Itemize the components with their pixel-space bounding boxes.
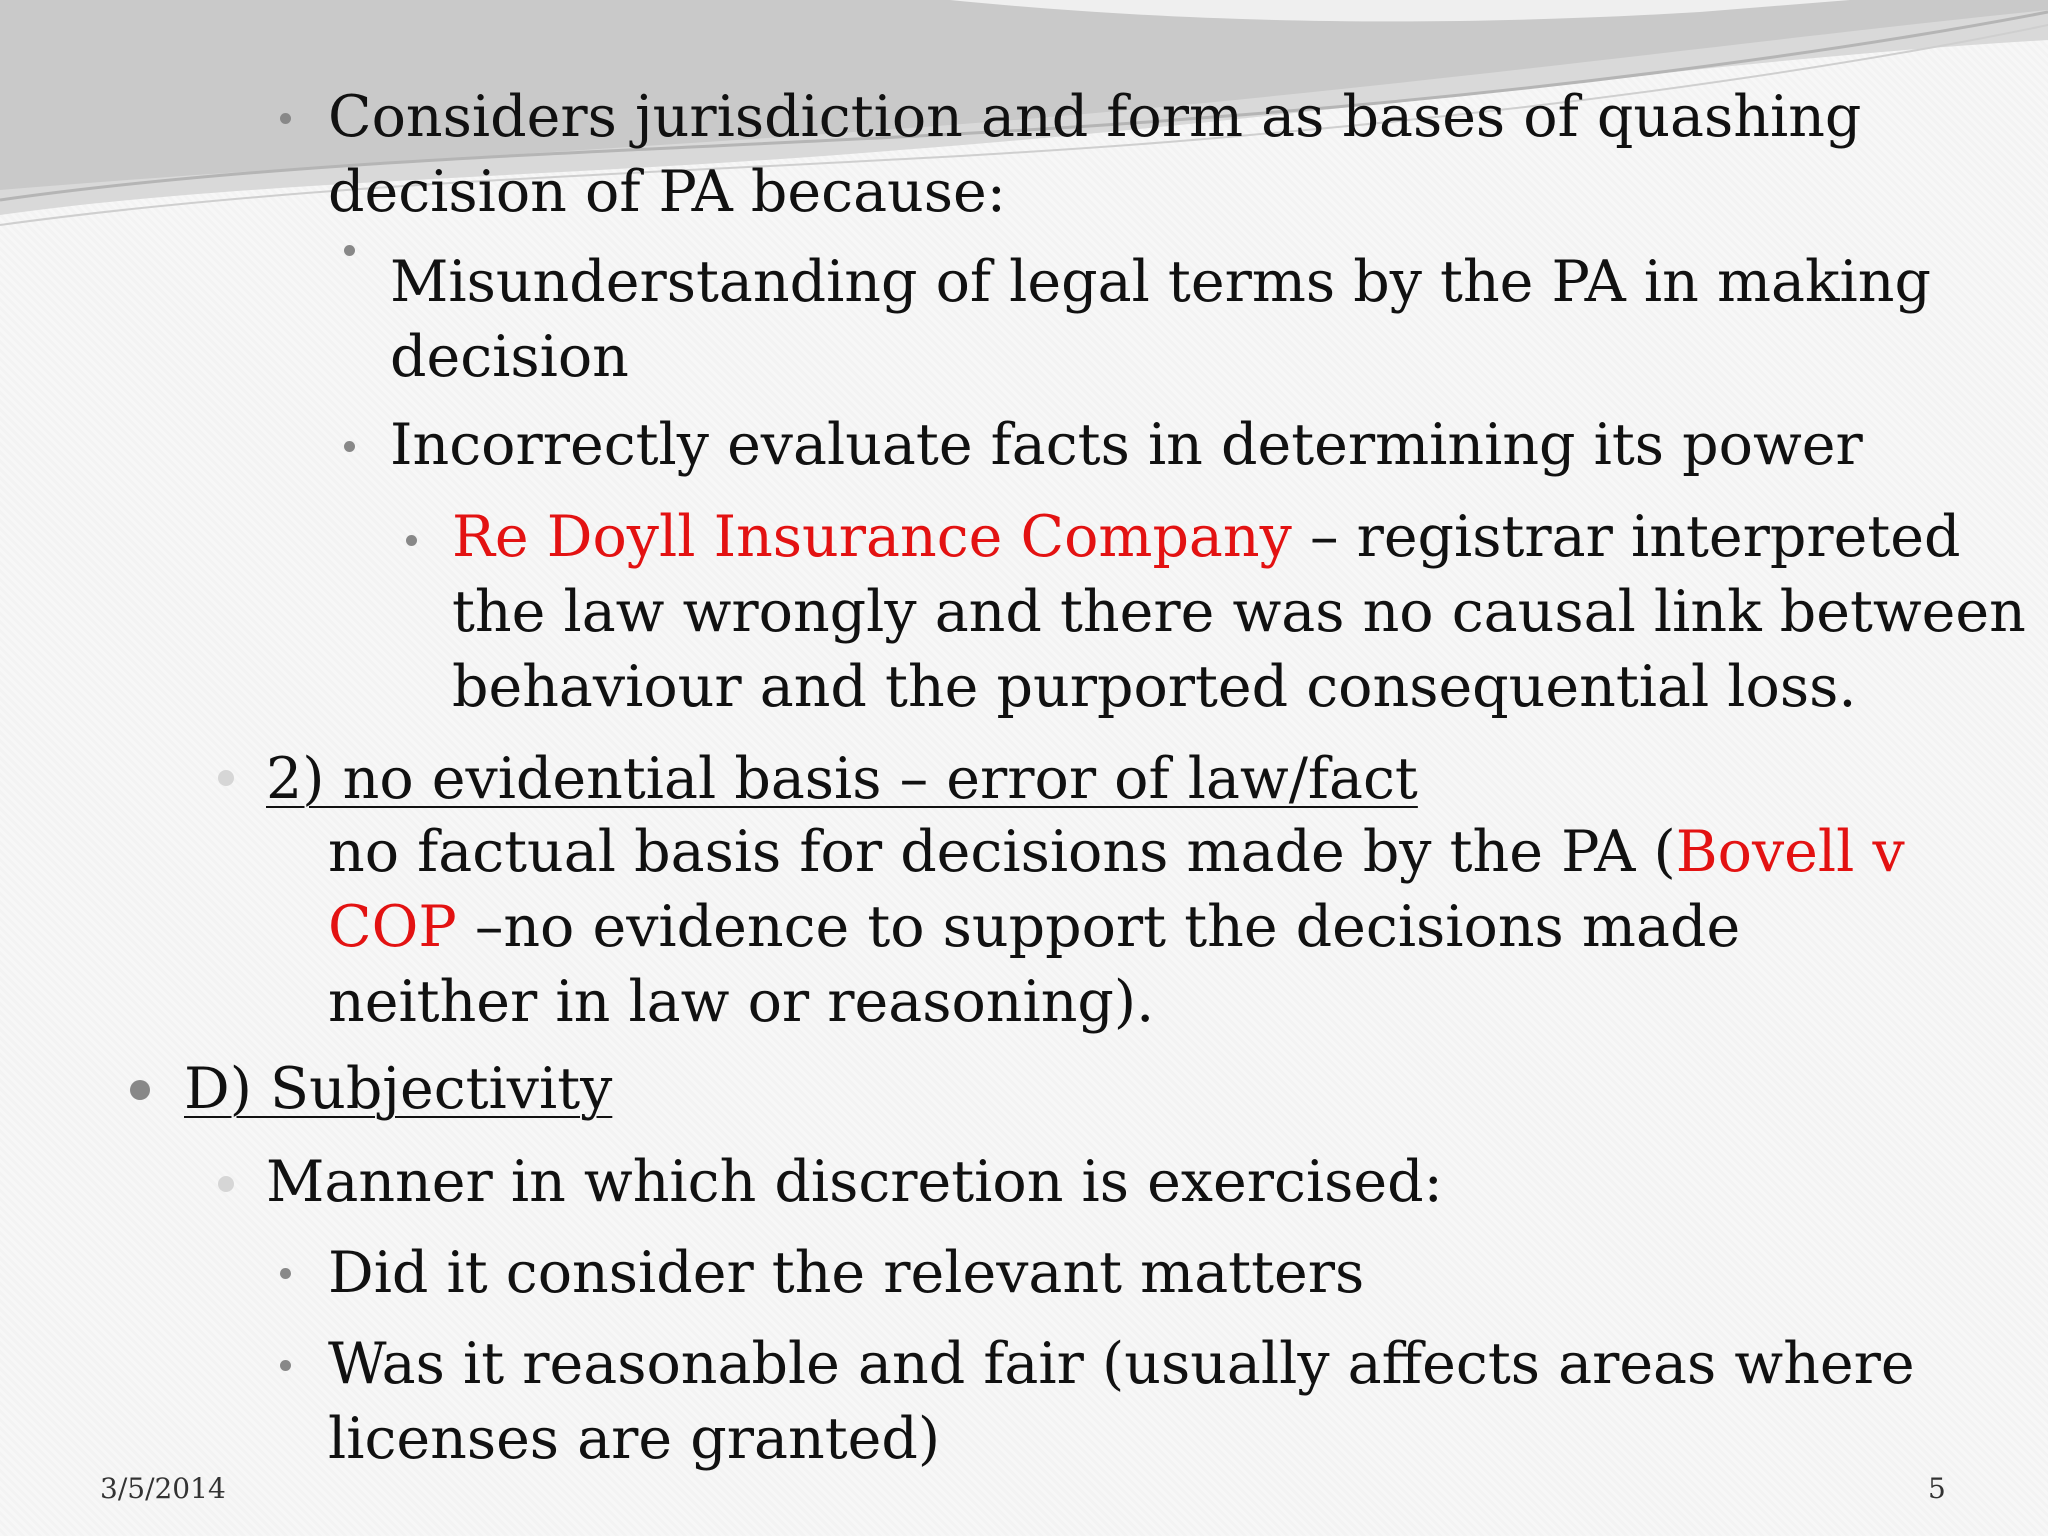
- bullet-dot: [344, 441, 355, 452]
- bullet-text-line: Considers jurisdiction and form as bases of quashing: [328, 84, 1862, 150]
- case-name-doyll: Re Doyll Insurance Company: [452, 504, 1292, 570]
- bullet-text-line: the law wrongly and there was no causal link between: [452, 579, 2026, 645]
- text-span: no factual basis for decisions made by the PA (: [328, 819, 1676, 885]
- bovell-line-2: [328, 890, 1740, 965]
- bullet-text-line: decision of PA because:: [328, 159, 1006, 225]
- footer-page-number: 5: [1928, 1472, 1946, 1505]
- bullet-text-line: neither in law or reasoning).: [328, 969, 1155, 1035]
- case-name-cop: COP: [328, 894, 457, 960]
- bullet-dot: [280, 1268, 291, 1279]
- subheading-no-evidential-basis: 2) no evidential basis – error of law/fact: [266, 746, 1418, 812]
- bullet-text-line: behaviour and the purported consequential loss.: [452, 654, 1857, 720]
- bullet-dot: [130, 1080, 150, 1100]
- bullet-dot: [218, 1176, 234, 1192]
- bullet-text-line: licenses are granted): [328, 1406, 941, 1472]
- bullet-dot: [406, 535, 417, 546]
- bullet-text-line: decision: [390, 324, 629, 390]
- case-line: [452, 500, 1960, 575]
- bullet-text-line: Was it reasonable and fair (usually affects areas where: [328, 1331, 1915, 1397]
- bovell-line-1: [328, 815, 1905, 890]
- bullet-text-line: Incorrectly evaluate facts in determining its power: [390, 412, 1863, 478]
- bullet-dot: [344, 245, 355, 256]
- bullet-text-line: Manner in which discretion is exercised:: [266, 1149, 1443, 1215]
- bullet-dot: [280, 1360, 291, 1371]
- bullet-dot: [218, 770, 234, 786]
- text-span: –no evidence to support the decisions made: [456, 894, 1741, 960]
- heading-subjectivity: D) Subjectivity: [184, 1056, 613, 1122]
- bullet-dot: [280, 113, 291, 124]
- bullet-text-line: Misunderstanding of legal terms by the PA in making: [390, 249, 1931, 315]
- case-name-bovell: Bovell v: [1675, 819, 1905, 885]
- footer-date: 3/5/2014: [100, 1472, 226, 1505]
- case-description: – registrar interpreted: [1291, 504, 1961, 570]
- bullet-text-line: Did it consider the relevant matters: [328, 1240, 1365, 1306]
